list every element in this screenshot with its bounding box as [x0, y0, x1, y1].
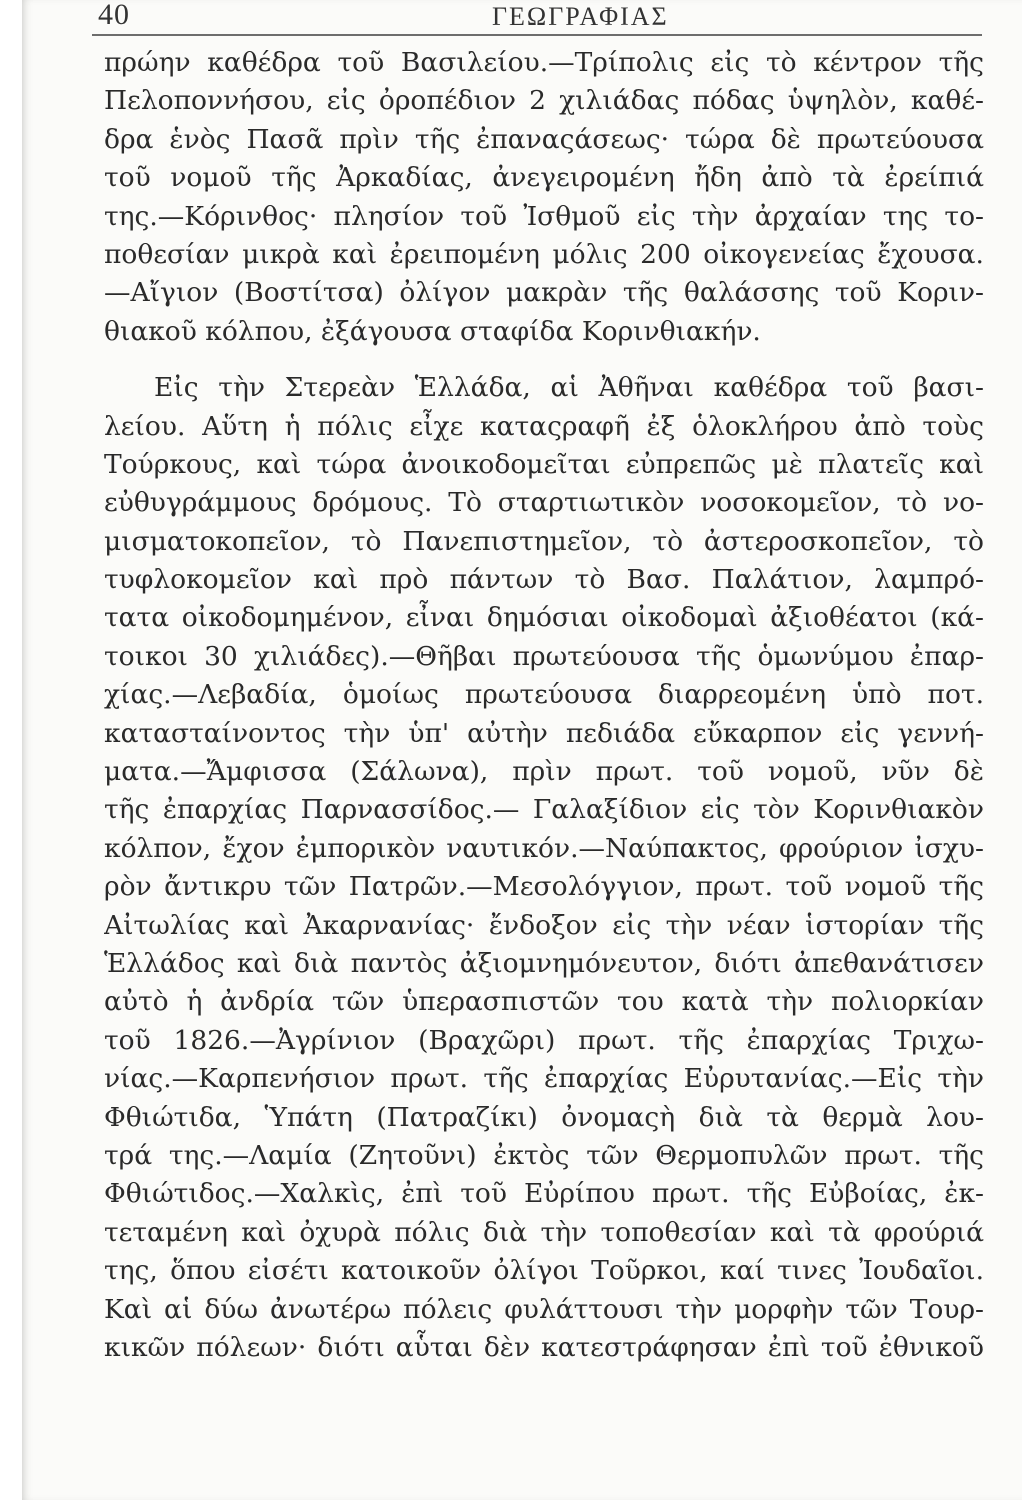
text-line: Ἑλλάδος καὶ διὰ παντὸς ἀξιομνημόνευτον, διότι ἀπεθανάτισεν [104, 947, 984, 979]
text-line: ματα.—Ἄμφισσα (Σάλωνα), πρὶν πρωτ. τοῦ νομοῦ, νῦν δὲ [104, 756, 984, 788]
text-line: Εἰς τὴν Στερεὰν Ἑλλάδα, αἱ Ἀθῆναι καθέδρα τοῦ βασι- [154, 372, 984, 404]
text-line: Φθιώτιδος.—Χαλκὶς, ἐπὶ τοῦ Εὐρίπου πρωτ. τῆς Εὐβοίας, ἐκ- [104, 1178, 984, 1210]
text-line: ποθεσίαν μικρὰ καὶ ἐρειπομένη μόλις 200 οἰκογενείας ἔχουσα. [104, 238, 984, 270]
paragraph-1 [104, 44, 984, 351]
book-page [22, 0, 1022, 1500]
text-line: Φθιώτιδα, Ὑπάτη (Πατραζίκι) ὀνομαςὴ διὰ τὰ θερμὰ λου- [104, 1101, 984, 1133]
text-line: τοῦ 1826.—Ἀγρίνιον (Βραχῶρι) πρωτ. τῆς ἐπαρχίας Τριχω- [104, 1024, 984, 1056]
text-line: τοῦ νομοῦ τῆς Ἀρκαδίας, ἀνεγειρομένη ἤδη ἀπὸ τὰ ἐρείπιά [104, 162, 984, 194]
text-line: κατασταίνοντος τὴν ὑπ' αὐτὴν πεδιάδα εὔκαρπον εἰς γεννή- [104, 717, 984, 749]
text-line: της, ὅπου εἰσέτι κατοικοῦν ὀλίγοι Τοῦρκοι, καί τινες Ἰουδαῖοι. [104, 1255, 984, 1287]
text-line: αὐτὸ ἡ ἀνδρία τῶν ὑπερασπιστῶν του κατὰ τὴν πολιορκίαν [104, 986, 984, 1018]
text-line: —Αἴγιον (Βοστίτσα) ὀλίγον μακρὰν τῆς θαλάσσης τοῦ Κοριν- [104, 277, 984, 309]
text-line: τοικοι 30 χιλιάδες).—Θῆβαι πρωτεύουσα τῆς ὁμωνύμου ἐπαρ- [104, 640, 984, 672]
text-line: Αἰτωλίας καὶ Ἀκαρνανίας· ἔνδοξον εἰς τὴν νέαν ἱστορίαν τῆς [104, 909, 984, 941]
text-line: τῆς ἐπαρχίας Παρνασσίδος.— Γαλαξίδιον εἰς τὸν Κορινθιακὸν [104, 794, 984, 826]
text-line: χίας.—Λεβαδία, ὁμοίως πρωτεύουσα διαρρεομένη ὑπὸ ποτ. [104, 679, 984, 711]
paragraph-spacer [104, 351, 984, 369]
paragraph-2 [104, 369, 984, 1367]
text-line: νίας.—Καρπενήσιον πρωτ. τῆς ἐπαρχίας Εὐρυτανίας.—Εἰς τὴν [104, 1063, 984, 1095]
page-number: 40 [98, 0, 130, 31]
text-line: Πελοποννήσου, εἰς ὀροπέδιον 2 χιλιάδας πόδας ὑψηλὸν, καθέ- [104, 85, 984, 117]
text-line: τεταμένη καὶ ὀχυρὰ πόλις διὰ τὴν τοποθεσίαν καὶ τὰ φρούριά [104, 1216, 984, 1248]
text-line: Τούρκους, καὶ τώρα ἀνοικοδομεῖται εὐπρεπῶς μὲ πλατεῖς καὶ [104, 448, 984, 480]
running-title: ΓΕΩΓΡΑΦΙΑΣ [492, 2, 669, 31]
running-header [92, 0, 982, 36]
text-line: δρα ἑνὸς Πασᾶ πρὶν τῆς ἐπαναςάσεως· τώρα δὲ πρωτεύουσα [104, 123, 984, 155]
text-line: κικῶν πόλεων· διότι αὗται δὲν κατεστράφησαν ἐπὶ τοῦ ἐθνικοῦ [104, 1331, 984, 1363]
text-line: τυφλοκομεῖον καὶ πρὸ πάντων τὸ Βασ. Παλάτιον, λαμπρό- [104, 564, 984, 596]
text-line: τατα οἰκοδομημένον, εἶναι δημόσιαι οἰκοδομαὶ ἀξιοθέατοι (κά- [104, 602, 984, 634]
text-line: της.—Κόρινθος· πλησίον τοῦ Ἰσθμοῦ εἰς τὴν ἀρχαίαν της το- [104, 200, 984, 232]
page-body [104, 44, 984, 1367]
text-line: Καὶ αἱ δύω ἀνωτέρω πόλεις φυλάττουσι τὴν μορφὴν τῶν Τουρ- [104, 1293, 984, 1325]
text-line: πρώην καθέδρα τοῦ Βασιλείου.—Τρίπολις εἰς τὸ κέντρον τῆς [104, 47, 984, 78]
text-line: ρὸν ἄντικρυ τῶν Πατρῶν.—Μεσολόγγιον, πρωτ. τοῦ νομοῦ τῆς [104, 871, 984, 903]
text-line: εὐθυγράμμους δρόμους. Τὸ σταρτιωτικὸν νοσοκομεῖον, τὸ νο- [104, 487, 984, 519]
text-line: τρά της.—Λαμία (Ζητοῦνι) ἐκτὸς τῶν Θερμοπυλῶν πρωτ. τῆς [104, 1139, 984, 1171]
text-line: μισματοκοπεῖον, τὸ Πανεπιστημεῖον, τὸ ἀστεροσκοπεῖον, τὸ [104, 525, 984, 557]
text-line: κόλπον, ἔχον ἐμπορικὸν ναυτικόν.—Ναύπακτος, φρούριον ἰσχυ- [104, 832, 984, 864]
text-line: λείου. Αὕτη ἡ πόλις εἶχε καταςραφῆ ἐξ ὁλοκλήρου ἀπὸ τοὺς [104, 410, 984, 442]
text-line: θιακοῦ κόλπου, ἐξάγουσα σταφίδα Κορινθιακήν. [104, 315, 761, 347]
